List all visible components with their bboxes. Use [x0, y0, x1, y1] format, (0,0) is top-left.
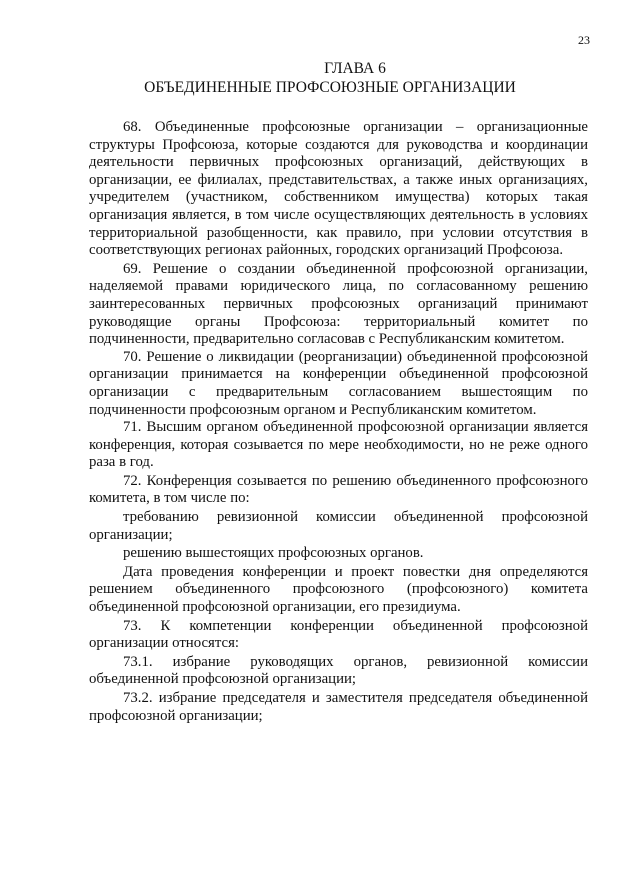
paragraph-73-2: 73.2. избрание председателя и заместителя председателя объединенной профсоюзной организации;: [89, 690, 588, 724]
paragraph-72-note: Дата проведения конференции и проект повестки дня определяются решением объединенного профсоюзного (профсоюзного) комитета объединенной профсоюзной организации, его президиума.: [89, 563, 588, 616]
paragraph-72-item-2: решению вышестоящих профсоюзных органов.: [123, 545, 424, 562]
paragraph-69: 69. Решение о создании объединенной профсоюзной организации, наделяемой правами юридического лица, по согласованному решению заинтересованных первичных профсоюзных организаций принимают руководящие органы Профсоюза: территориальный комитет по подчиненности, предварительно согласовав с Республиканским комитетом.: [89, 260, 588, 348]
chapter-title: ОБЪЕДИНЕННЫЕ ПРОФСОЮЗНЫЕ ОРГАНИЗАЦИИ: [144, 79, 516, 96]
paragraph-68: 68. Объединенные профсоюзные организации – организационные структуры Профсоюза, которые создаются для руководства и координации деятельности первичных профсоюзных организаций, действующих в организации, ее филиалах, представительствах, а также иных организациях, учредителем (участником, собственником имущества) которых такая организация является, в том числе осуществляющих деятельность в условиях территориальной разобщенности, как правило, при условии отсутствия в соответствующих регионах районных, городских организаций Профсоюза.: [89, 119, 588, 259]
paragraph-73: 73. К компетенции конференции объединенной профсоюзной организации относятся:: [89, 617, 588, 652]
page-number: 23: [578, 33, 590, 47]
paragraph-72-item-1: требованию ревизионной комиссии объединенной профсоюзной организации;: [89, 509, 588, 543]
paragraph-73-1: 73.1. избрание руководящих органов, ревизионной комиссии объединенной профсоюзной организации;: [89, 653, 588, 688]
paragraph-71: 71. Высшим органом объединенной профсоюзной организации является конференция, которая созывается по мере необходимости, но не реже одного раза в год.: [89, 419, 588, 471]
paragraph-70: 70. Решение о ликвидации (реорганизации) объединенной профсоюзной организации принимается на конференции объединенной профсоюзной организации с предварительным согласованием вышестоящим по подчиненности профсоюзным органом и Республиканским комитетом.: [89, 348, 588, 418]
paragraph-72: 72. Конференция созывается по решению объединенного профсоюзного комитета, в том числе по:: [89, 472, 588, 507]
document-body: [89, 119, 588, 725]
chapter-heading: ГЛАВА 6: [324, 60, 386, 77]
chapter-header: [0, 59, 620, 97]
